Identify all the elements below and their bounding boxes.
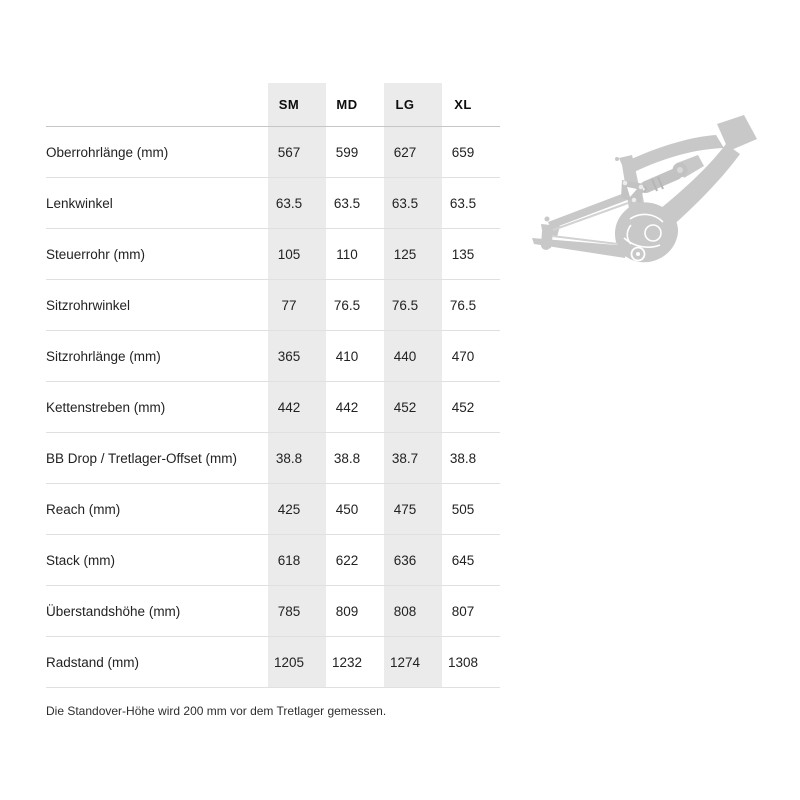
value-cell-lg: 808 (384, 586, 442, 636)
bike-frame-illustration (530, 103, 786, 271)
value-cell-lg: 1274 (384, 637, 442, 687)
value-cell-sm: 63.5 (268, 178, 326, 228)
value-cell-xl: 76.5 (449, 297, 477, 313)
value-cell-xl: 63.5 (449, 195, 477, 211)
value-cell-xl: 659 (451, 144, 475, 160)
geometry-table (46, 83, 500, 688)
value-cell-sm: 38.8 (268, 433, 326, 483)
table-row (46, 228, 500, 279)
row-label: Sitzrohrlänge (mm) (46, 348, 161, 364)
value-cell-md: 442 (335, 399, 359, 415)
footnote: Die Standover-Höhe wird 200 mm vor dem Tretlager gemessen. (46, 704, 387, 718)
head-tube (717, 115, 757, 151)
value-cell-lg: 475 (384, 484, 442, 534)
table-row (46, 330, 500, 381)
table-body (46, 126, 500, 688)
value-cell-lg: 125 (384, 229, 442, 279)
value-cell-lg: 76.5 (384, 280, 442, 330)
value-cell-lg: 627 (384, 127, 442, 177)
value-cell-xl: 452 (451, 399, 475, 415)
value-cell-sm: 618 (268, 535, 326, 585)
value-cell-xl: 135 (451, 246, 475, 262)
row-label: Sitzrohrwinkel (46, 297, 131, 313)
table-row (46, 381, 500, 432)
value-cell-sm: 567 (268, 127, 326, 177)
value-cell-lg: 636 (384, 535, 442, 585)
row-label: Radstand (mm) (46, 654, 140, 670)
value-cell-md: 599 (335, 144, 359, 160)
row-label: Kettenstreben (mm) (46, 399, 166, 415)
value-cell-md: 1232 (331, 654, 363, 670)
row-label: Lenkwinkel (46, 195, 113, 211)
table-header (46, 83, 500, 126)
value-cell-lg: 63.5 (384, 178, 442, 228)
row-label: Steuerrohr (mm) (46, 246, 146, 262)
row-label: Oberrohrlänge (mm) (46, 144, 169, 160)
value-cell-sm: 1205 (268, 637, 326, 687)
row-label: Überstandshöhe (mm) (46, 603, 181, 619)
value-cell-lg: 452 (384, 382, 442, 432)
rear-shock (639, 163, 687, 193)
value-cell-sm: 425 (268, 484, 326, 534)
value-cell-sm: 105 (268, 229, 326, 279)
value-cell-md: 809 (335, 603, 359, 619)
value-cell-sm: 77 (268, 280, 326, 330)
value-cell-sm: 785 (268, 586, 326, 636)
value-cell-md: 110 (336, 246, 358, 262)
value-cell-md: 63.5 (333, 195, 361, 211)
header-spacer (46, 83, 268, 126)
value-cell-sm: 365 (268, 331, 326, 381)
table-row (46, 636, 500, 687)
value-cell-xl: 645 (451, 552, 475, 568)
value-cell-xl: 807 (451, 603, 475, 619)
value-cell-md: 450 (335, 501, 359, 517)
value-cell-lg: 38.7 (384, 433, 442, 483)
column-header-xl: XL (454, 97, 472, 112)
row-label: Reach (mm) (46, 501, 121, 517)
table-row (46, 126, 500, 177)
value-cell-xl: 470 (451, 348, 475, 364)
value-cell-md: 38.8 (333, 450, 361, 466)
row-label: Stack (mm) (46, 552, 115, 568)
value-cell-xl: 38.8 (449, 450, 477, 466)
value-cell-sm: 442 (268, 382, 326, 432)
value-cell-md: 76.5 (333, 297, 361, 313)
value-cell-md: 410 (335, 348, 359, 364)
table-row (46, 432, 500, 483)
value-cell-xl: 505 (451, 501, 475, 517)
row-label: BB Drop / Tretlager-Offset (mm) (46, 450, 238, 466)
column-header-md: MD (336, 97, 358, 112)
value-cell-xl: 1308 (447, 654, 479, 670)
table-row (46, 483, 500, 534)
value-cell-lg: 440 (384, 331, 442, 381)
column-header-sm: SM (268, 83, 326, 126)
table-row (46, 279, 500, 330)
table-row (46, 177, 500, 228)
table-row (46, 534, 500, 585)
column-header-lg: LG (384, 83, 442, 126)
table-row (46, 585, 500, 636)
value-cell-md: 622 (335, 552, 359, 568)
